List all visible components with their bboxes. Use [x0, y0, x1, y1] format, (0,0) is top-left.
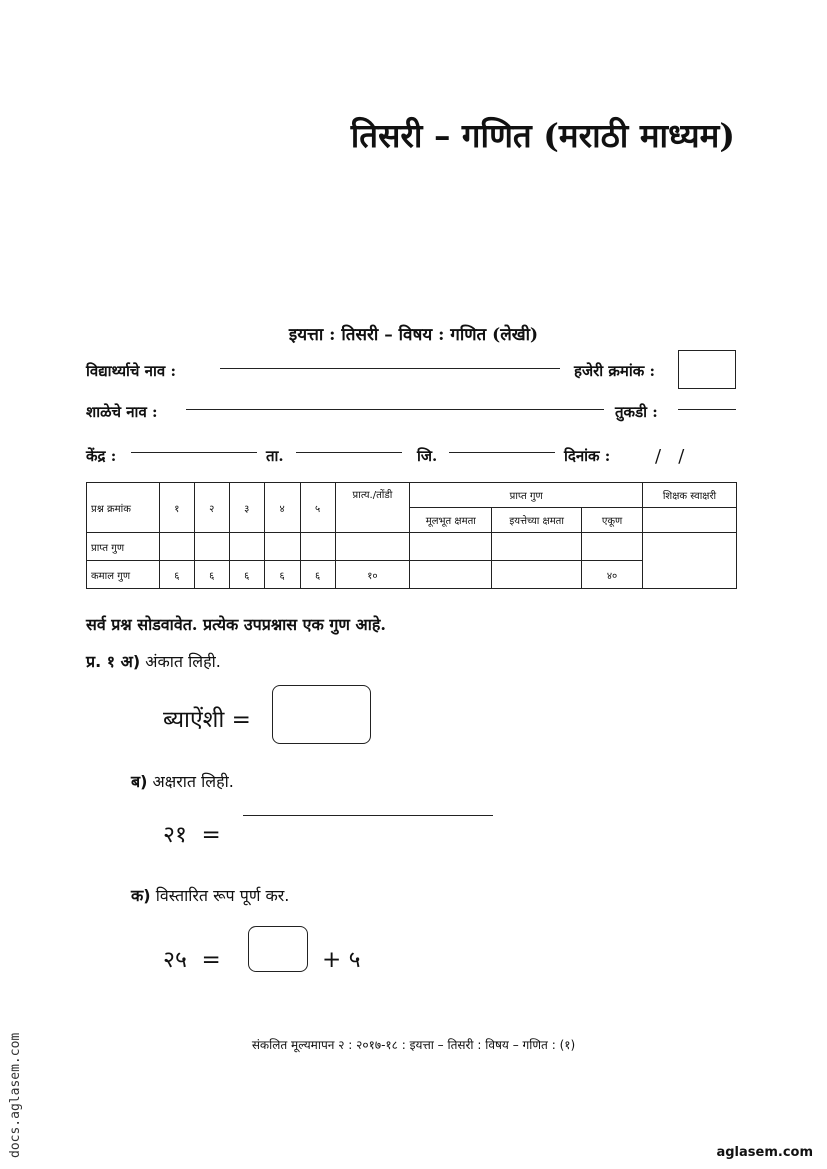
roll-number-box[interactable]: [678, 350, 736, 389]
question-col-1: १: [159, 483, 194, 533]
question-number: क): [131, 886, 151, 905]
obtained-cell[interactable]: [194, 533, 229, 561]
side-watermark: docs.aglasem.com: [8, 1032, 23, 1158]
obtained-cell[interactable]: [229, 533, 264, 561]
max-cell: [492, 561, 582, 589]
roll-number-label: हजेरी क्रमांक :: [574, 362, 655, 380]
question-1c: [131, 884, 289, 906]
obtained-cell[interactable]: [410, 533, 492, 561]
grade-ability-header: इयत्तेच्या क्षमता: [492, 508, 582, 533]
division-field[interactable]: [678, 409, 736, 410]
instructions: सर्व प्रश्न सोडवावेत. प्रत्येक उपप्रश्नास एक गुण आहे.: [86, 615, 386, 634]
max-cell: ६: [194, 561, 229, 589]
table-row: [87, 533, 737, 561]
taluka-field[interactable]: [296, 452, 402, 453]
division-label: तुकडी :: [615, 403, 658, 421]
max-cell: ६: [300, 561, 335, 589]
page-title: तिसरी – गणित (मराठी माध्यम): [350, 116, 735, 155]
student-name-label: विद्यार्थ्याचे नाव :: [86, 362, 176, 380]
q1c-suffix: + ५: [322, 947, 361, 973]
obtained-row-label: प्राप्त गुण: [87, 533, 160, 561]
question-1a: [86, 650, 221, 672]
student-name-field[interactable]: [220, 368, 560, 369]
max-cell: ६: [229, 561, 264, 589]
question-number: प्र. १ अ): [86, 652, 141, 671]
obtained-cell[interactable]: [492, 533, 582, 561]
exam-subtitle: इयत्ता : तिसरी – विषय : गणित (लेखी): [288, 325, 539, 345]
district-label: जि.: [417, 447, 438, 465]
q1b-answer-line[interactable]: [243, 815, 493, 816]
teacher-signature-header: शिक्षक स्वाक्षरी: [643, 483, 737, 508]
question-text: विस्तारित रूप पूर्ण कर.: [155, 886, 290, 905]
page-footer: संकलित मूल्यमापन २ : २०१७-१८ : इयत्ता – तिसरी : विषय – गणित : (१): [251, 1038, 576, 1052]
max-row-label: कमाल गुण: [87, 561, 160, 589]
total-header: एकूण: [582, 508, 643, 533]
question-col-4: ४: [264, 483, 300, 533]
oral-max-cell: १०: [335, 561, 410, 589]
max-cell: [410, 561, 492, 589]
obtained-cell[interactable]: [264, 533, 300, 561]
question-text: अक्षरात लिही.: [152, 772, 234, 791]
district-field[interactable]: [449, 452, 555, 453]
max-cell: ६: [159, 561, 194, 589]
obtained-cell[interactable]: [300, 533, 335, 561]
teacher-signature-cell[interactable]: [643, 533, 737, 589]
question-text: अंकात लिही.: [145, 652, 221, 671]
school-name-label: शाळेचे नाव :: [86, 403, 158, 421]
brand-watermark: aglasem.com: [716, 1145, 813, 1160]
obtained-cell[interactable]: [582, 533, 643, 561]
basic-ability-header: मूलभूत क्षमता: [410, 508, 492, 533]
school-name-field[interactable]: [186, 409, 604, 410]
date-label: दिनांक :: [564, 447, 611, 465]
obtained-marks-header: प्राप्त गुण: [410, 483, 643, 508]
marks-table: [86, 482, 737, 589]
q1c-expression: २५ =: [163, 947, 221, 973]
max-cell: ६: [264, 561, 300, 589]
teacher-signature-cell-top[interactable]: [643, 508, 737, 533]
center-label: केंद्र :: [86, 447, 117, 465]
question-col-2: २: [194, 483, 229, 533]
obtained-cell[interactable]: [335, 533, 410, 561]
question-number: ब): [131, 772, 148, 791]
question-1b: [131, 770, 234, 792]
q1a-expression: ब्याऐंशी =: [163, 707, 251, 733]
date-field[interactable]: / /: [655, 446, 685, 467]
oral-header: प्रात्य./तोंडी: [335, 483, 410, 533]
table-row: [87, 561, 737, 589]
center-field[interactable]: [131, 452, 257, 453]
obtained-cell[interactable]: [159, 533, 194, 561]
q1c-answer-box[interactable]: [248, 926, 308, 972]
taluka-label: ता.: [266, 447, 284, 465]
q1a-answer-box[interactable]: [272, 685, 371, 744]
table-header-row: [87, 483, 737, 508]
question-number-header: प्रश्न क्रमांक: [87, 483, 160, 533]
q1b-expression: २१ =: [163, 822, 221, 848]
question-col-3: ३: [229, 483, 264, 533]
total-max-cell: ४०: [582, 561, 643, 589]
question-col-5: ५: [300, 483, 335, 533]
